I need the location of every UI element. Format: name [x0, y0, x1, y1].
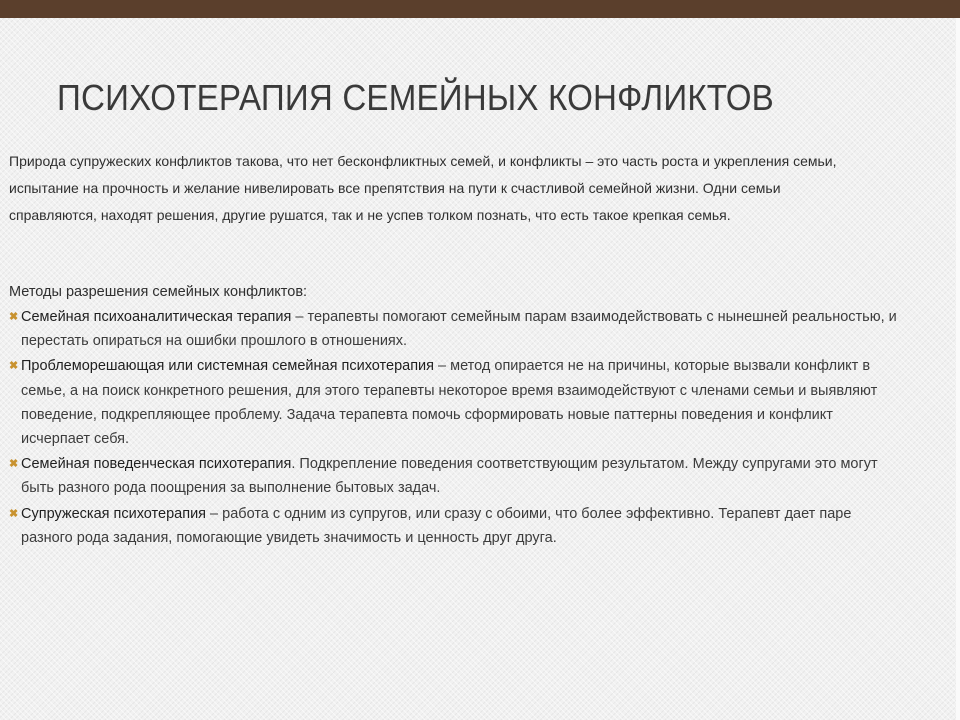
method-item	[9, 305, 899, 353]
x-mark-icon: ✖	[9, 507, 19, 520]
method-name: Семейная психоаналитическая терапия	[21, 309, 292, 325]
methods-list	[9, 305, 899, 550]
method-description: – работа с одним из супругов, или сразу с обоими, что более эффективно. Терапевт дает паре разного рода задания, помогающие увидеть значимость и ценность друг друга.	[21, 505, 852, 546]
method-item	[9, 354, 899, 451]
methods-heading: Методы разрешения семейных конфликтов:	[9, 284, 308, 300]
x-mark-icon: ✖	[9, 360, 19, 373]
method-name: Проблеморешающая или системная семейная психотерапия	[21, 358, 434, 375]
slide-title: ПСИХОТЕРАПИЯ СЕМЕЙНЫХ КОНФЛИКТОВ	[57, 77, 774, 118]
x-mark-icon: ✖	[9, 458, 19, 471]
method-item	[9, 452, 899, 500]
right-edge-strip	[956, 18, 960, 720]
method-description: – терапевты помогают семейным парам взаимодействовать с нынешней реальностью, и перестать опираться на ошибки прошлого в отношениях.	[21, 309, 897, 350]
x-mark-icon: ✖	[9, 311, 19, 323]
intro-paragraph: Природа супружеских конфликтов такова, что нет бесконфликтных семей, и конфликты – это часть роста и укрепления семьи, испытание на прочность и желание нивелировать все препятствия на пути к счастливой семейной жизни. Одни семьи справляются, находят решения, другие рушатся, так и не успев толком познать, что есть такое крепкая семья.	[9, 153, 837, 224]
top-decor-bar	[0, 0, 960, 18]
methods-section	[9, 280, 899, 550]
method-description: – метод опирается не на причины, которые вызвали конфликт в семье, а на поиск конкретного решения, для этого терапевты некоторое время взаимодействуют с членами семьи и выявляют поведение, подкрепляющее проблему. Задача терапевта помочь сформировать новые паттерны поведения и конфликт исчерпает себя.	[21, 358, 878, 448]
method-name: Супружеская психотерапия	[21, 505, 207, 522]
method-item	[9, 502, 899, 550]
method-description: . Подкрепление поведения соответствующим результатом. Между супругами это могут быть разного рода поощрения за выполнение бытовых задач.	[21, 456, 878, 497]
method-name: Семейная поведенческая психотерапия	[21, 456, 292, 473]
